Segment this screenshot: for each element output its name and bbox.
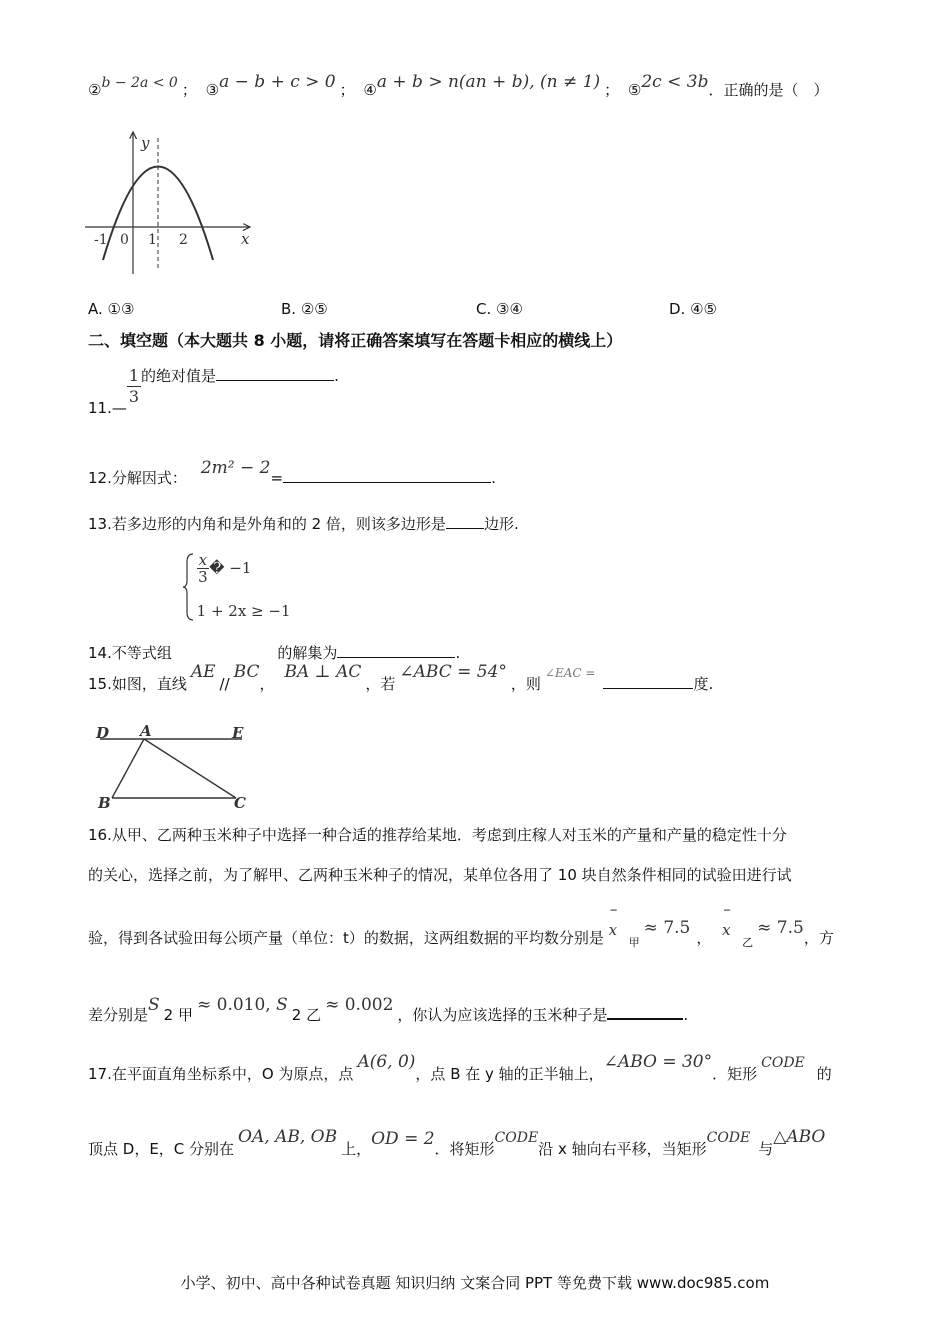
q12-end: . [491,469,496,487]
q16-line3-end: ，方 [803,929,834,947]
question-tail: ．正确的是（ ） [708,81,829,99]
q11-text: 的绝对值是 [141,367,217,385]
q17-point-a: A(6, 0) [357,1052,416,1072]
q14-answer-blank[interactable] [337,643,455,658]
q17-line1-b: ，点 B 在 y 轴的正半轴上， [415,1065,604,1083]
q14-frac-den: 3 [198,568,208,586]
q17-line1-a: 17.在平面直角坐标系中，O 为原点，点 [88,1065,354,1083]
q16-comma: ， [696,929,712,947]
q16-xbar-jia: ‾ x [608,908,618,939]
q17-od: OD = 2 [371,1129,435,1149]
q14-row1-tail: � −1 [209,559,252,577]
q17-line2-b: 上， [341,1140,372,1158]
q17-line1-c: ．矩形 [712,1065,758,1083]
q17-line2-e: 与 [758,1140,774,1158]
choice-b[interactable]: B. ②⑤ [281,300,328,318]
q15-m5: ∠EAC = [544,666,596,680]
q16-s-1: S [148,995,160,1015]
q15-answer-blank[interactable] [603,674,693,689]
q16-two-jia: 2 甲 [163,1006,193,1024]
q11-answer-blank[interactable] [216,366,334,381]
q14-text: 的解集为 [277,644,338,662]
segment-ab [112,739,144,798]
choice-d[interactable]: D. ④⑤ [669,300,717,318]
question-13 [88,514,519,532]
point-b-label: B [98,794,111,812]
question-16-line-4 [88,995,689,1024]
q16-var-1: ≈ 0.010, [196,995,277,1015]
q16-sub-jia: 甲 [628,936,640,949]
q16-line4-end: ，你认为应该选择的玉米种子是 [397,1006,608,1024]
q16-approx-2: ≈ 7.5 [757,918,804,938]
q12-number: 12.分解因式： [88,469,187,487]
q15-end: 度. [693,675,714,693]
q16-xbar-yi: ‾ x [722,908,731,939]
q15-comma3: ，则 [510,675,541,693]
q14-row2: 1 + 2x ≥ −1 [196,602,291,620]
condition-5-math: 2c < 3b [641,72,709,92]
q17-line2-d: 沿 x 轴向右平移，当矩形 [538,1140,707,1158]
condition-2-mark: ② [88,81,102,99]
question-16-line-3 [88,908,834,949]
q15-comma2: ，若 [365,675,396,693]
separator: ； [604,81,620,99]
condition-2-math: b − 2a < 0 [101,75,178,91]
question-14 [88,551,461,662]
q11-end: . [334,367,339,385]
q17-triangle: △ABO [773,1127,826,1147]
q17-line2-c: ．将矩形 [434,1140,495,1158]
q17-line2-a: 顶点 D，E，C 分别在 [88,1140,235,1158]
tick-2: 2 [179,232,188,248]
q15-parallel: // [219,675,230,693]
tick-neg1: -1 [94,232,108,248]
separator: ； [339,81,355,99]
tick-1: 1 [148,232,157,248]
q17-rect-code-2: CODE [494,1130,539,1146]
q16-xbar-2: x [722,921,731,939]
q15-m4: ∠ABC = 54° [399,662,507,682]
q14-row1 [197,552,252,585]
q17-line1-d: 的 [816,1065,832,1083]
q16-line4-dot: . [683,1006,689,1024]
q14-system-brace [183,551,291,622]
page-footer: 小学、初中、高中各种试卷真题 知识归纳 文案合同 PPT 等免费下载 www.doc985.com [180,1274,770,1292]
question-15 [88,662,714,693]
separator: ； [181,81,197,99]
q16-two-yi: 2 乙 [291,1006,322,1024]
question-16-line-1: 16.从甲、乙两种玉米种子中选择一种合适的推荐给某地．考虑到庄稼人对玉米的产量和产量的稳定性十分 [88,826,787,844]
q15-m2: BC [233,662,260,682]
q13-text-1: 13.若多边形的内角和是外角和的 2 倍，则该多边形是 [88,515,446,533]
condition-4-mark: ④ [363,81,377,99]
q16-sub-yi: 乙 [742,936,754,949]
point-c-label: C [234,794,246,812]
q16-line3-text: 验，得到各试验田每公顷产量（单位：t）的数据，这两组数据的平均数分别是 [88,929,604,947]
condition-3-mark: ③ [205,81,220,99]
choice-a[interactable]: A. ①③ [88,300,135,318]
q16-approx-1: ≈ 7.5 [643,918,691,938]
condition-5-mark: ⑤ [627,81,642,99]
point-e-label: E [232,724,244,742]
condition-3-math: a − b + c > 0 [219,72,336,92]
q15-comma1: ， [259,675,275,693]
q16-xbar-1: x [608,921,618,939]
q17-rect-code-3: CODE [706,1130,751,1146]
segment-ac [144,739,236,798]
question-17-line-2 [88,1127,826,1158]
tick-0: 0 [120,232,129,248]
q15-number: 15.如图，直线 [88,675,187,693]
question-12 [88,458,496,487]
q14-row1-fraction [197,552,209,585]
q12-equals: = [270,469,284,487]
question-11 [88,366,339,417]
q15-m1: AE [190,662,216,682]
section-2-title: 二、填空题（本大题共 8 小题，请将正确答案填写在答题卡相应的横线上） [88,331,623,350]
point-d-label: D [96,724,110,742]
q14-frac-num: x [198,551,208,569]
q14-number: 14.不等式组 [88,644,172,662]
q11-fraction [127,366,141,407]
q11-number: 11.— [88,399,127,417]
question-17-line-1 [88,1052,832,1083]
q17-rect-code-1: CODE [761,1055,805,1071]
x-axis-label: x [241,230,250,248]
q12-expression: 2m² − 2 [200,458,271,478]
q16-answer-blank[interactable] [607,1004,683,1020]
q15-m3: BA ⊥ AC [284,662,362,682]
choice-c[interactable]: C. ③④ [476,300,523,318]
q10-conditions-line [88,72,829,99]
condition-4-math: a + b > n(an + b), (n ≠ 1) [376,72,601,92]
y-axis-label: y [141,134,150,152]
q12-answer-blank[interactable] [283,468,491,483]
q13-answer-blank[interactable] [446,514,484,529]
q13-text-2: 边形. [483,515,519,533]
q16-var-2: ≈ 0.002 [325,995,394,1015]
q11-frac-den: 3 [128,387,140,406]
q11-frac-num: 1 [128,366,140,385]
question-16-line-2: 的关心，选择之前，为了解甲、乙两种玉米种子的情况，某单位各用了 10 块自然条件相同的试验田进行试 [88,866,792,884]
triangle-figure [92,722,262,814]
q16-line4-text: 差分别是 [88,1006,149,1024]
q16-s-2: S [276,995,288,1015]
q17-segments: OA, AB, OB [238,1127,338,1147]
q14-end: . [455,644,461,662]
point-a-label: A [140,722,152,740]
q17-angle: ∠ABO = 30° [603,1052,713,1072]
parabola-graph [85,128,260,278]
